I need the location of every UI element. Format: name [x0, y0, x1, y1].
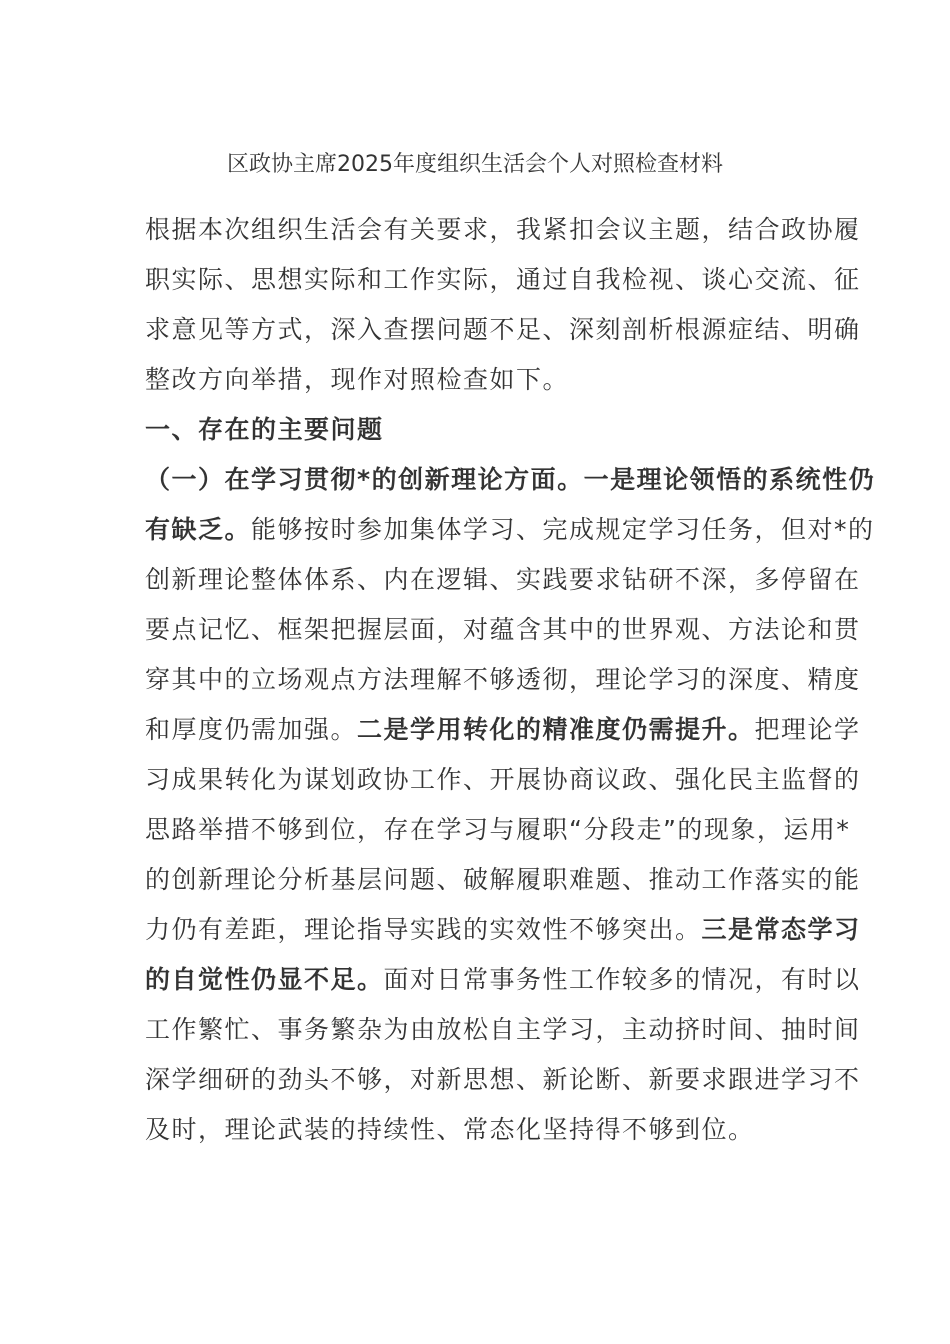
bold-text-run: 三是常态学习 — [701, 915, 861, 944]
text-run: 能够按时参加集体学习、完成规定学习任务，但对*的 — [251, 515, 875, 544]
text-line — [145, 1105, 805, 1155]
bold-text-run: 的自觉性仍显不足。 — [145, 965, 384, 994]
text-line — [145, 705, 861, 755]
text-run: 整改方向举措，现作对照检查如下。 — [145, 365, 570, 394]
bold-text-run: 二是学用转化的精准度仍需提升。 — [357, 715, 755, 744]
text-line — [145, 855, 861, 905]
bold-text-run: 一、存在的主要问题 — [145, 415, 384, 444]
text-line — [145, 805, 851, 855]
text-run: 及时，理论武装的持续性、常态化坚持得不够到位。 — [145, 1115, 755, 1144]
text-line — [145, 505, 875, 555]
document-title: 区政协主席2025年度组织生活会个人对照检查材料 — [227, 152, 723, 177]
text-line — [145, 205, 861, 255]
text-line — [145, 955, 861, 1005]
text-run: 和厚度仍需加强。 — [145, 715, 358, 744]
text-line — [145, 455, 876, 505]
text-line — [145, 355, 805, 405]
text-run: 的创新理论分析基层问题、破解履职难题、推动工作落实的能 — [145, 865, 861, 894]
document-body — [145, 205, 876, 1155]
text-run: 穿其中的立场观点方法理解不够透彻，理论学习的深度、精度 — [145, 665, 861, 694]
text-run: 求意见等方式，深入查摆问题不足、深刻剖析根源症结、明确 — [145, 315, 861, 344]
bold-text-run: 有缺乏。 — [145, 515, 252, 544]
text-line — [145, 1005, 861, 1055]
text-run: 把理论学 — [754, 715, 861, 744]
text-line — [145, 255, 861, 305]
text-line — [145, 605, 861, 655]
bold-text-run: （一）在学习贯彻*的创新理论方面。一是理论领悟的系统性仍 — [145, 465, 876, 494]
text-run: 工作繁忙、事务繁杂为由放松自主学习，主动挤时间、抽时间 — [145, 1015, 861, 1044]
text-line — [145, 555, 861, 605]
text-line — [145, 1055, 861, 1105]
text-line — [145, 905, 861, 955]
text-line — [145, 405, 805, 455]
text-run: 职实际、思想实际和工作实际，通过自我检视、谈心交流、征 — [145, 265, 861, 294]
text-run: 深学细研的劲头不够，对新思想、新论断、新要求跟进学习不 — [145, 1065, 861, 1094]
text-run: 习成果转化为谋划政协工作、开展协商议政、强化民主监督的 — [145, 765, 861, 794]
text-run: 思路举措不够到位，存在学习与履职“分段走”的现象，运用* — [145, 815, 851, 844]
text-run: 要点记忆、框架把握层面，对蕴含其中的世界观、方法论和贯 — [145, 615, 861, 644]
text-line — [145, 305, 861, 355]
text-run: 根据本次组织生活会有关要求，我紧扣会议主题，结合政协履 — [145, 215, 861, 244]
text-line — [145, 655, 861, 705]
text-line — [145, 755, 861, 805]
text-run: 面对日常事务性工作较多的情况，有时以 — [383, 965, 861, 994]
text-run: 力仍有差距，理论指导实践的实效性不够突出。 — [145, 915, 702, 944]
text-run: 创新理论整体体系、内在逻辑、实践要求钻研不深，多停留在 — [145, 565, 861, 594]
